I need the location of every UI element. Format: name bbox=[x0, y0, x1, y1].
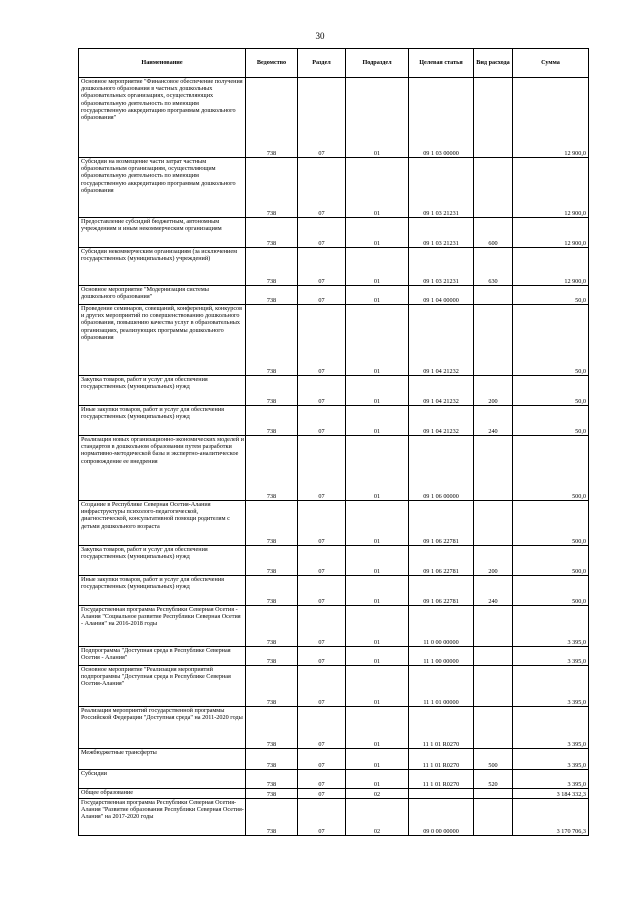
cell-expense-type bbox=[474, 606, 513, 647]
cell-target: 09 1 06 22781 bbox=[409, 501, 474, 546]
cell-name: Проведение семинаров, совещаний, конференций, конкурсов и других мероприятий по совершенствованию дошкольного образования, повышению качества услуг в образовательных организациях, реализующих программы дошкольного образования bbox=[79, 305, 246, 376]
cell-ministry: 738 bbox=[246, 218, 298, 248]
cell-sum: 500,0 bbox=[513, 501, 589, 546]
budget-table bbox=[78, 48, 589, 836]
table-row bbox=[79, 666, 589, 707]
cell-sum: 500,0 bbox=[513, 546, 589, 576]
cell-sum: 500,0 bbox=[513, 576, 589, 606]
cell-section: 07 bbox=[298, 789, 346, 799]
cell-name: Закупка товаров, работ и услуг для обеспечения государственных (муниципальных) нужд bbox=[79, 376, 246, 406]
cell-section: 07 bbox=[298, 647, 346, 666]
cell-sum: 3 395,0 bbox=[513, 666, 589, 707]
cell-section: 07 bbox=[298, 546, 346, 576]
cell-target: 09 1 04 21232 bbox=[409, 406, 474, 436]
cell-subsection: 01 bbox=[346, 749, 409, 770]
cell-name: Государственная программа Республики Северная Осетия - Алания "Социальное развитие Республики Северная Осетия - Алания" на 2016-2018 годы bbox=[79, 606, 246, 647]
cell-name: Подпрограмма "Доступная среда в Республике Северная Осетия - Алания" bbox=[79, 647, 246, 666]
cell-name: Субсидии на возмещение части затрат частным образовательным организациям, осуществляющим образовательную деятельность по имеющим государственную аккредитацию программам дошкольного образования bbox=[79, 158, 246, 218]
cell-target: 09 1 06 22781 bbox=[409, 546, 474, 576]
cell-subsection: 01 bbox=[346, 248, 409, 286]
table-header-row bbox=[79, 49, 589, 78]
cell-name: Закупка товаров, работ и услуг для обеспечения государственных (муниципальных) нужд bbox=[79, 546, 246, 576]
cell-target: 11 1 01 R0270 bbox=[409, 749, 474, 770]
cell-ministry: 738 bbox=[246, 749, 298, 770]
cell-sum: 50,0 bbox=[513, 376, 589, 406]
header-subsection: Подраздел bbox=[346, 49, 409, 78]
cell-section: 07 bbox=[298, 799, 346, 836]
table-row bbox=[79, 576, 589, 606]
cell-subsection: 01 bbox=[346, 606, 409, 647]
cell-target: 09 0 00 00000 bbox=[409, 799, 474, 836]
cell-expense-type bbox=[474, 305, 513, 376]
cell-name: Предоставление субсидий бюджетным, автономным учреждениям и иным некоммерческим организациям bbox=[79, 218, 246, 248]
table-row bbox=[79, 436, 589, 501]
cell-sum: 12 900,0 bbox=[513, 158, 589, 218]
cell-name: Создание в Республике Северная Осетия-Алания инфраструктуры психолого-педагогической, диагностической, консультативной помощи родителям с детьми дошкольного возраста bbox=[79, 501, 246, 546]
cell-ministry: 738 bbox=[246, 501, 298, 546]
cell-name: Реализация мероприятий государственной программы Российской Федерации "Доступная среда" на 2011-2020 годы bbox=[79, 707, 246, 749]
cell-section: 07 bbox=[298, 606, 346, 647]
cell-sum: 3 395,0 bbox=[513, 606, 589, 647]
cell-name: Субсидии некоммерческим организациям (за исключением государственных (муниципальных) учреждений) bbox=[79, 248, 246, 286]
cell-sum: 50,0 bbox=[513, 286, 589, 305]
cell-section: 07 bbox=[298, 749, 346, 770]
cell-ministry: 738 bbox=[246, 576, 298, 606]
cell-section: 07 bbox=[298, 305, 346, 376]
cell-ministry: 738 bbox=[246, 158, 298, 218]
cell-target: 09 1 06 22781 bbox=[409, 576, 474, 606]
cell-section: 07 bbox=[298, 576, 346, 606]
cell-target: 09 1 03 21231 bbox=[409, 248, 474, 286]
cell-expense-type bbox=[474, 78, 513, 158]
cell-subsection: 02 bbox=[346, 799, 409, 836]
cell-subsection: 01 bbox=[346, 666, 409, 707]
cell-section: 07 bbox=[298, 406, 346, 436]
cell-subsection: 01 bbox=[346, 376, 409, 406]
cell-ministry: 738 bbox=[246, 305, 298, 376]
table-row bbox=[79, 501, 589, 546]
cell-subsection: 01 bbox=[346, 576, 409, 606]
cell-name: Иные закупки товаров, работ и услуг для обеспечения государственных (муниципальных) нужд bbox=[79, 406, 246, 436]
cell-subsection: 01 bbox=[346, 78, 409, 158]
cell-target bbox=[409, 789, 474, 799]
cell-ministry: 738 bbox=[246, 436, 298, 501]
cell-ministry: 738 bbox=[246, 376, 298, 406]
page-number: 30 bbox=[315, 31, 325, 41]
cell-sum: 50,0 bbox=[513, 406, 589, 436]
header-expense-type: Вид расхода bbox=[474, 49, 513, 78]
cell-ministry: 738 bbox=[246, 606, 298, 647]
table-row bbox=[79, 789, 589, 799]
cell-ministry: 738 bbox=[246, 789, 298, 799]
cell-ministry: 738 bbox=[246, 546, 298, 576]
cell-name: Государственная программа Республики Северная Осетия-Алания "Развитие образования Республики Северная Осетия-Алания" на 2017-2020 годы bbox=[79, 799, 246, 836]
cell-expense-type bbox=[474, 158, 513, 218]
cell-ministry: 738 bbox=[246, 248, 298, 286]
table-row bbox=[79, 376, 589, 406]
cell-expense-type bbox=[474, 501, 513, 546]
cell-subsection: 01 bbox=[346, 406, 409, 436]
cell-name: Субсидии bbox=[79, 770, 246, 789]
cell-expense-type bbox=[474, 707, 513, 749]
cell-expense-type bbox=[474, 286, 513, 305]
cell-expense-type bbox=[474, 789, 513, 799]
cell-ministry: 738 bbox=[246, 406, 298, 436]
cell-section: 07 bbox=[298, 436, 346, 501]
cell-subsection: 01 bbox=[346, 305, 409, 376]
cell-expense-type: 200 bbox=[474, 546, 513, 576]
table-row bbox=[79, 406, 589, 436]
cell-expense-type bbox=[474, 666, 513, 707]
cell-expense-type: 520 bbox=[474, 770, 513, 789]
cell-name: Межбюджетные трансферты bbox=[79, 749, 246, 770]
table-row bbox=[79, 286, 589, 305]
cell-section: 07 bbox=[298, 248, 346, 286]
cell-name: Иные закупки товаров, работ и услуг для обеспечения государственных (муниципальных) нужд bbox=[79, 576, 246, 606]
cell-section: 07 bbox=[298, 501, 346, 546]
cell-ministry: 738 bbox=[246, 707, 298, 749]
cell-sum: 3 395,0 bbox=[513, 707, 589, 749]
cell-expense-type: 240 bbox=[474, 406, 513, 436]
cell-ministry: 738 bbox=[246, 770, 298, 789]
cell-target: 09 1 04 00000 bbox=[409, 286, 474, 305]
cell-ministry: 738 bbox=[246, 78, 298, 158]
cell-name: Общее образование bbox=[79, 789, 246, 799]
table-row bbox=[79, 647, 589, 666]
cell-sum: 3 395,0 bbox=[513, 770, 589, 789]
cell-name: Основное мероприятие "Модернизация системы дошкольного образования" bbox=[79, 286, 246, 305]
cell-section: 07 bbox=[298, 666, 346, 707]
table-row bbox=[79, 305, 589, 376]
header-name: Наименование bbox=[79, 49, 246, 78]
header-sum: Сумма bbox=[513, 49, 589, 78]
cell-sum: 3 395,0 bbox=[513, 647, 589, 666]
table-row bbox=[79, 78, 589, 158]
cell-name: Основное мероприятие "Реализация мероприятий подпрограммы "Доступная среда в Республике Северная Осетия-Алания" bbox=[79, 666, 246, 707]
cell-section: 07 bbox=[298, 770, 346, 789]
cell-subsection: 01 bbox=[346, 707, 409, 749]
table-row bbox=[79, 218, 589, 248]
cell-section: 07 bbox=[298, 78, 346, 158]
cell-name: Реализация новых организационно-экономических моделей и стандартов в дошкольном образовании путем разработки нормативно-методической базы и экспертно-аналитическое сопровождение ее внедрения bbox=[79, 436, 246, 501]
cell-sum: 3 170 706,3 bbox=[513, 799, 589, 836]
cell-ministry: 738 bbox=[246, 286, 298, 305]
cell-expense-type: 500 bbox=[474, 749, 513, 770]
cell-sum: 12 900,0 bbox=[513, 218, 589, 248]
cell-sum: 12 900,0 bbox=[513, 248, 589, 286]
cell-subsection: 02 bbox=[346, 789, 409, 799]
header-section: Раздел bbox=[298, 49, 346, 78]
cell-target: 11 1 01 00000 bbox=[409, 666, 474, 707]
cell-ministry: 738 bbox=[246, 799, 298, 836]
header-ministry: Ведомство bbox=[246, 49, 298, 78]
cell-ministry: 738 bbox=[246, 647, 298, 666]
cell-target: 11 1 01 R0270 bbox=[409, 770, 474, 789]
table-row bbox=[79, 749, 589, 770]
cell-target: 09 1 04 21232 bbox=[409, 376, 474, 406]
cell-expense-type: 200 bbox=[474, 376, 513, 406]
cell-target: 09 1 06 00000 bbox=[409, 436, 474, 501]
cell-expense-type: 630 bbox=[474, 248, 513, 286]
cell-target: 09 1 03 21231 bbox=[409, 158, 474, 218]
cell-subsection: 01 bbox=[346, 436, 409, 501]
table-row bbox=[79, 248, 589, 286]
cell-target: 11 1 00 00000 bbox=[409, 647, 474, 666]
cell-section: 07 bbox=[298, 158, 346, 218]
table-row bbox=[79, 606, 589, 647]
cell-sum: 12 900,0 bbox=[513, 78, 589, 158]
cell-target: 09 1 03 21231 bbox=[409, 218, 474, 248]
cell-subsection: 01 bbox=[346, 546, 409, 576]
cell-target: 09 1 04 21232 bbox=[409, 305, 474, 376]
cell-ministry: 738 bbox=[246, 666, 298, 707]
cell-subsection: 01 bbox=[346, 647, 409, 666]
cell-expense-type bbox=[474, 647, 513, 666]
cell-target: 11 1 01 R0270 bbox=[409, 707, 474, 749]
cell-section: 07 bbox=[298, 707, 346, 749]
cell-target: 09 1 03 00000 bbox=[409, 78, 474, 158]
table-row bbox=[79, 158, 589, 218]
cell-subsection: 01 bbox=[346, 158, 409, 218]
cell-subsection: 01 bbox=[346, 501, 409, 546]
table-row bbox=[79, 546, 589, 576]
cell-expense-type: 600 bbox=[474, 218, 513, 248]
header-target: Целевая статья bbox=[409, 49, 474, 78]
cell-section: 07 bbox=[298, 218, 346, 248]
cell-expense-type bbox=[474, 799, 513, 836]
cell-name: Основное мероприятие "Финансовое обеспечение получения дошкольного образования в частных дошкольных образовательных организациях, осуществляющих образовательную деятельность по имеющим государственную аккредитацию программам дошкольного образования" bbox=[79, 78, 246, 158]
cell-subsection: 01 bbox=[346, 286, 409, 305]
cell-section: 07 bbox=[298, 286, 346, 305]
cell-section: 07 bbox=[298, 376, 346, 406]
cell-expense-type: 240 bbox=[474, 576, 513, 606]
cell-expense-type bbox=[474, 436, 513, 501]
cell-sum: 3 184 332,3 bbox=[513, 789, 589, 799]
cell-target: 11 0 00 00000 bbox=[409, 606, 474, 647]
cell-subsection: 01 bbox=[346, 770, 409, 789]
cell-sum: 3 395,0 bbox=[513, 749, 589, 770]
cell-sum: 500,0 bbox=[513, 436, 589, 501]
table-row bbox=[79, 707, 589, 749]
table-row bbox=[79, 770, 589, 789]
table-row bbox=[79, 799, 589, 836]
cell-subsection: 01 bbox=[346, 218, 409, 248]
cell-sum: 50,0 bbox=[513, 305, 589, 376]
